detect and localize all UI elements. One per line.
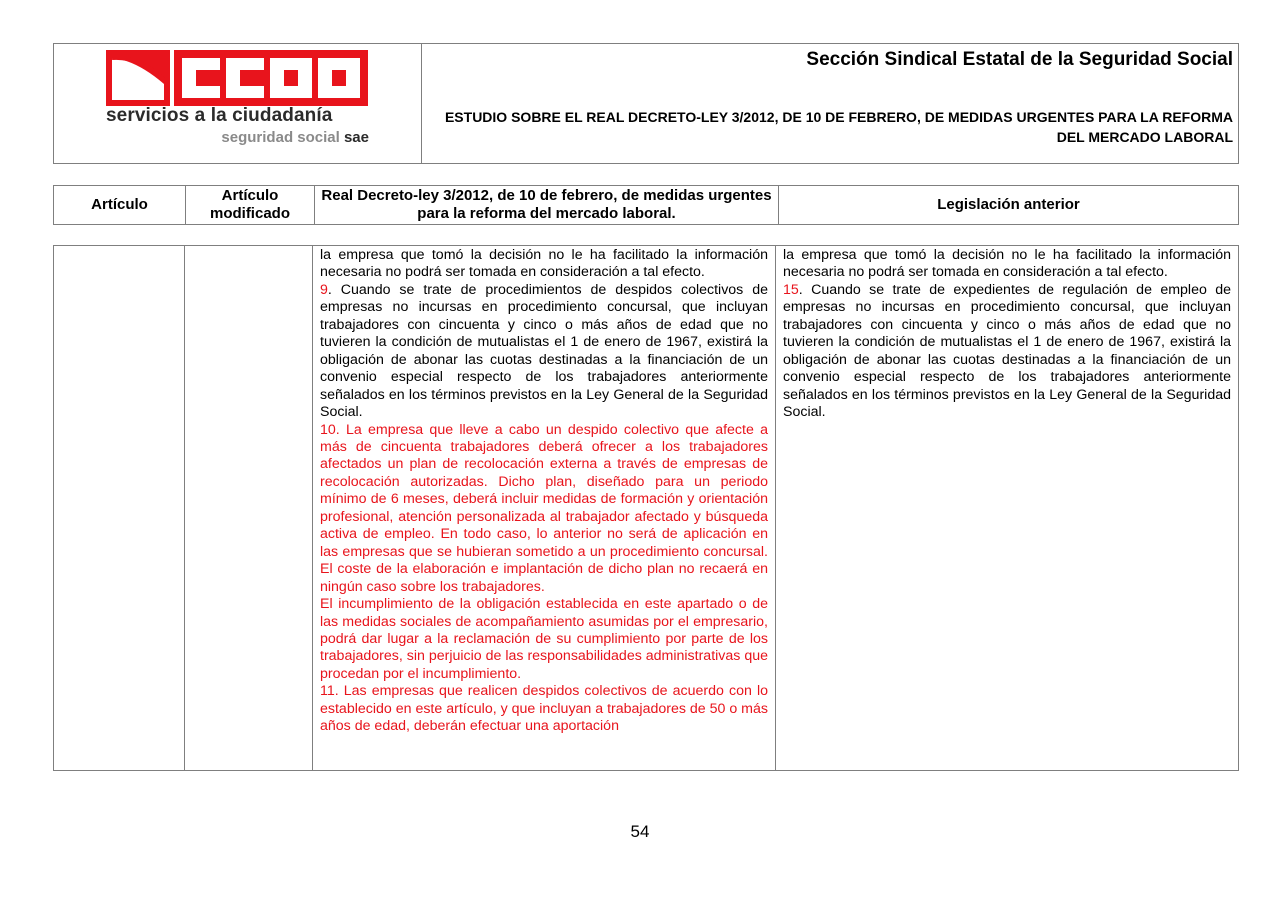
ccoo-logo	[106, 50, 368, 106]
column-header-articulo-modificado: Artículo modificado	[186, 186, 315, 224]
column-header-articulo: Artículo	[54, 186, 186, 224]
new-paragraph-3: 10. La empresa que lleve a cabo un despido colectivo que afecte a más de cincuenta trabajadores deberá ofrecer a los trabajadores afectados un plan de recolocación externa a través de empresas de recolocación autorizadas. Dicho plan, diseñado para un periodo mínimo de 6 meses, deberá incluir medidas de formación y orientación profesional, atención personalizada al trabajador afectado y búsqueda activa de empleo. En todo caso, lo anterior no será de aplicación en las empresas que se hubieran sometido a un procedimiento concursal. El coste de la elaboración e implantación de dicho plan no recaerá en ningún caso sobre los trabajadores.	[320, 421, 768, 595]
logo-tagline: servicios a la ciudadanía	[106, 105, 333, 126]
new-paragraph-4: El incumplimiento de la obligación establecida en este apartado o de las medidas sociales de acompañamiento asumidas por el empresario, podrá dar lugar a la reclamación de su cumplimiento por parte de los trabajadores, sin perjuicio de las responsabilidades administrativas que procedan por el incumplimiento.	[320, 596, 768, 682]
new-paragraph-2: 9. Cuando se trate de procedimientos de despidos colectivos de empresas no incursas en procedimiento concursal, que incluyan trabajadores con cincuenta y cinco o más años de edad que no tuvieren la condición de mutualistas el 1 de enero de 1967, existirá la obligación de abonar las cuotas destinadas a la financiación de un convenio especial respecto de los trabajadores anteriormente señalados en los términos previstos en la Ley General de la Seguridad Social.	[320, 281, 768, 421]
section-title: Sección Sindical Estatal de la Seguridad Social	[806, 49, 1233, 70]
column-header-legislacion-anterior: Legislación anterior	[937, 196, 1080, 213]
new-paragraph-5: 11. Las empresas que realicen despidos colectivos de acuerdo con lo establecido en este artículo, y que incluyan a trabajadores de 50 o más años de edad, deberán efectuar una aportación	[320, 683, 768, 735]
cell-articulo	[54, 246, 185, 770]
logo-subtagline: seguridad social sae	[221, 129, 369, 146]
old-paragraph-2: 15. Cuando se trate de expedientes de regulación de empleo de empresas no incursas en procedimiento concursal, que incluyan trabajadores con cincuenta y cinco o más años de edad que no tuvieren la condición de mutualistas el 1 de enero de 1967, existirá la obligación de abonar las cuotas destinadas a la financiación de un convenio especial respecto de los trabajadores anteriormente señalados en los términos previstos en la Ley General de la Seguridad Social.	[783, 281, 1231, 421]
logo-cell	[54, 44, 422, 163]
document-header	[53, 43, 1239, 164]
comparison-table-row	[53, 245, 1239, 771]
cell-articulo-modificado	[185, 246, 313, 770]
column-headers	[53, 185, 1239, 225]
old-paragraph-1: la empresa que tomó la decisión no le ha facilitado la información necesaria no podrá ser tomada en consideración a tal efecto.	[783, 247, 1231, 281]
page-number: 54	[630, 822, 650, 841]
study-title: ESTUDIO SOBRE EL REAL DECRETO-LEY 3/2012, DE 10 DE FEBRERO, DE MEDIDAS URGENTES PARA LA REFORMA DEL MERCADO LABORAL	[444, 109, 1233, 145]
new-paragraph-1: la empresa que tomó la decisión no le ha facilitado la información necesaria no podrá ser tomada en consideración a tal efecto.	[320, 247, 768, 281]
cell-new-legislation	[313, 246, 776, 770]
cell-previous-legislation	[776, 246, 1238, 770]
title-cell	[422, 44, 1238, 163]
column-header-real-decreto: Real Decreto-ley 3/2012, de 10 de febrero, de medidas urgentes para la reforma del mercado laboral.	[315, 186, 779, 224]
